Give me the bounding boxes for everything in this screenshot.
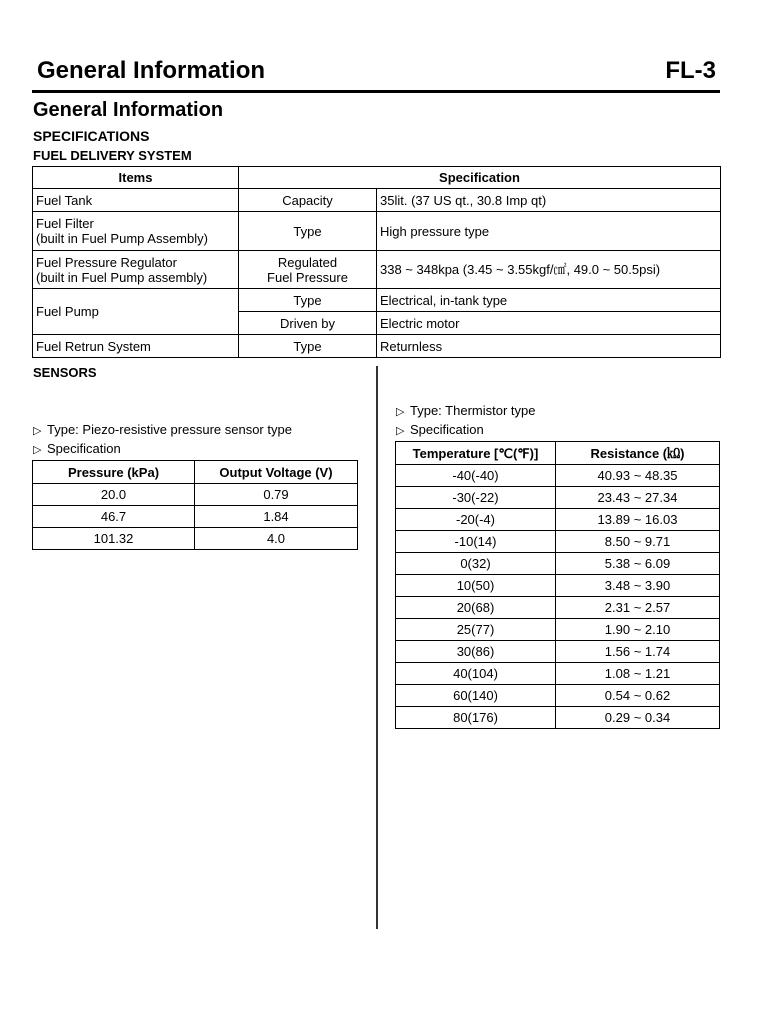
voltage-cell: 0.79 — [195, 484, 358, 506]
fuel-delivery-table — [32, 166, 721, 358]
resistance-cell: 1.08 ~ 1.21 — [556, 663, 720, 685]
item-line: (built in Fuel Pump Assembly) — [36, 231, 208, 246]
item-cell — [33, 212, 239, 251]
sensors-heading: SENSORS — [33, 365, 97, 380]
table-row — [396, 531, 720, 553]
triangle-bullet-icon: ▷ — [33, 444, 42, 456]
voltage-cell: 1.84 — [195, 506, 358, 528]
resistance-cell: 2.31 ~ 2.57 — [556, 597, 720, 619]
value-cell: Electric motor — [377, 312, 721, 335]
pressure-spec-line — [33, 441, 121, 456]
table-row — [396, 465, 720, 487]
param-line: Regulated — [277, 254, 338, 270]
param-cell: Capacity — [239, 189, 377, 212]
temperature-cell: 30(86) — [396, 641, 556, 663]
resistance-cell: 23.43 ~ 27.34 — [556, 487, 720, 509]
thermistor-table — [395, 441, 720, 729]
thermistor-type-line — [396, 403, 535, 418]
table-row — [33, 528, 358, 550]
pressure-cell: 101.32 — [33, 528, 195, 550]
table-row — [396, 487, 720, 509]
table-header-row — [396, 442, 720, 465]
item-cell: Fuel Pump — [33, 289, 239, 335]
param-cell: Type — [239, 212, 377, 251]
temperature-cell: -10(14) — [396, 531, 556, 553]
resistance-cell: 1.56 ~ 1.74 — [556, 641, 720, 663]
temperature-cell: 20(68) — [396, 597, 556, 619]
column-header-specification: Specification — [239, 167, 721, 189]
page-header — [32, 56, 720, 93]
table-row — [33, 289, 721, 312]
thermistor-table-body — [396, 465, 720, 729]
table-row — [33, 484, 358, 506]
item-cell: Fuel Tank — [33, 189, 239, 212]
table-row — [396, 575, 720, 597]
param-cell: Driven by — [239, 312, 377, 335]
resistance-cell: 3.48 ~ 3.90 — [556, 575, 720, 597]
pressure-cell: 46.7 — [33, 506, 195, 528]
table-row — [33, 251, 721, 289]
item-line: Fuel Filter — [36, 216, 94, 231]
value-cell: High pressure type — [377, 212, 721, 251]
triangle-bullet-icon: ▷ — [396, 406, 405, 418]
value-cell: Electrical, in-tank type — [377, 289, 721, 312]
pressure-type-line — [33, 422, 292, 437]
table-row — [396, 619, 720, 641]
pressure-sensor-table — [32, 460, 358, 550]
resistance-cell: 1.90 ~ 2.10 — [556, 619, 720, 641]
temperature-cell: -30(-22) — [396, 487, 556, 509]
table-row — [396, 663, 720, 685]
table-row — [33, 189, 721, 212]
temperature-cell: 40(104) — [396, 663, 556, 685]
column-header-voltage: Output Voltage (V) — [195, 461, 358, 484]
column-header-pressure: Pressure (kPa) — [33, 461, 195, 484]
item-line: Fuel Pressure Regulator — [36, 254, 177, 270]
temperature-cell: 25(77) — [396, 619, 556, 641]
table-row — [33, 212, 721, 251]
resistance-cell: 13.89 ~ 16.03 — [556, 509, 720, 531]
triangle-bullet-icon: ▷ — [396, 425, 405, 437]
temperature-cell: -20(-4) — [396, 509, 556, 531]
pressure-cell: 20.0 — [33, 484, 195, 506]
column-header-items: Items — [33, 167, 239, 189]
fuel-delivery-heading: FUEL DELIVERY SYSTEM — [33, 148, 192, 163]
table-header-row — [33, 461, 358, 484]
value-cell: 338 ~ 348kpa (3.45 ~ 3.55kgf/㎠, 49.0 ~ 50.5psi) — [377, 251, 721, 289]
thermistor-spec-line — [396, 422, 484, 437]
table-row — [396, 641, 720, 663]
temperature-cell: 60(140) — [396, 685, 556, 707]
triangle-bullet-icon: ▷ — [33, 425, 42, 437]
resistance-cell: 0.54 ~ 0.62 — [556, 685, 720, 707]
param-cell: Type — [239, 335, 377, 358]
item-line: (built in Fuel Pump assembly) — [36, 269, 208, 285]
section-title: General Information — [33, 99, 224, 121]
header-title: General Information — [37, 57, 266, 84]
value-cell: Returnless — [377, 335, 721, 358]
table-row — [33, 506, 358, 528]
resistance-cell: 0.29 ~ 0.34 — [556, 707, 720, 729]
pressure-spec-text: Specification — [47, 441, 121, 456]
thermistor-type-text: Type: Thermistor type — [410, 403, 536, 418]
value-cell: 35lit. (37 US qt., 30.8 Imp qt) — [377, 189, 721, 212]
resistance-cell: 8.50 ~ 9.71 — [556, 531, 720, 553]
param-line: Fuel Pressure — [267, 269, 348, 285]
temperature-cell: 10(50) — [396, 575, 556, 597]
table-row — [396, 509, 720, 531]
table-row — [396, 685, 720, 707]
table-row — [396, 553, 720, 575]
thermistor-spec-text: Specification — [410, 422, 484, 437]
column-header-resistance: Resistance (㏀) — [556, 442, 720, 465]
item-cell: Fuel Retrun System — [33, 335, 239, 358]
specifications-heading: SPECIFICATIONS — [33, 128, 150, 144]
resistance-cell: 5.38 ~ 6.09 — [556, 553, 720, 575]
temperature-cell: 80(176) — [396, 707, 556, 729]
temperature-cell: 0(32) — [396, 553, 556, 575]
table-header-row — [33, 167, 721, 189]
temperature-cell: -40(-40) — [396, 465, 556, 487]
pressure-type-text: Type: Piezo-resistive pressure sensor type — [47, 422, 292, 437]
resistance-cell: 40.93 ~ 48.35 — [556, 465, 720, 487]
table-row — [396, 707, 720, 729]
page-code: FL-3 — [665, 57, 716, 84]
column-divider — [376, 366, 378, 929]
voltage-cell: 4.0 — [195, 528, 358, 550]
param-cell: Type — [239, 289, 377, 312]
item-cell — [33, 251, 239, 289]
table-row — [396, 597, 720, 619]
table-row — [33, 335, 721, 358]
column-header-temperature: Temperature [℃(℉)] — [396, 442, 556, 465]
param-cell — [239, 251, 377, 289]
